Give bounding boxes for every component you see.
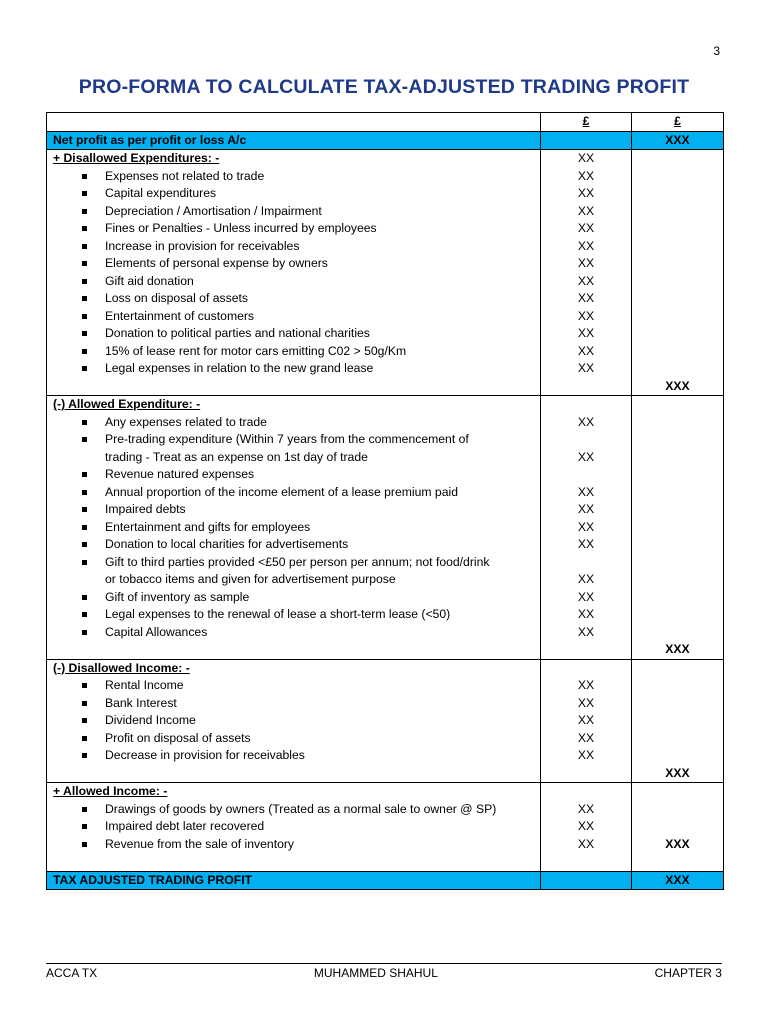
amount-cell: XX (541, 325, 632, 343)
list-item (47, 325, 724, 343)
amount-cell: XX (541, 836, 632, 854)
amount-cell: XX (541, 519, 632, 537)
list-item (47, 712, 724, 730)
item-text: Legal expenses in relation to the new grand lease (53, 360, 534, 376)
item-text: Depreciation / Amortisation / Impairment (53, 203, 534, 219)
item-text: Pre-trading expenditure (Within 7 years from the commencement of (53, 431, 534, 447)
list-item (47, 554, 724, 572)
amount-cell: XX (541, 255, 632, 273)
result-value: XXX (632, 871, 724, 890)
section-total: XXX (632, 836, 724, 854)
disallowed-income-heading: (-) Disallowed Income: - (53, 660, 190, 675)
amount-cell: XX (541, 712, 632, 730)
list-item (47, 536, 724, 554)
list-item (47, 484, 724, 502)
list-item (47, 360, 724, 378)
page-title: PRO-FORMA TO CALCULATE TAX-ADJUSTED TRADING PROFIT (78, 76, 690, 98)
section-total: XXX (632, 378, 724, 396)
allowed-expenditure-heading: (-) Allowed Expenditure: - (53, 397, 201, 411)
amount-cell: XX (541, 290, 632, 308)
amount-cell: XX (541, 484, 632, 502)
list-item (47, 730, 724, 748)
item-text: Expenses not related to trade (53, 168, 534, 184)
footer-course: ACCA TX (46, 966, 98, 980)
amount-cell: XX (541, 818, 632, 836)
amount-cell: XX (541, 449, 632, 467)
section-heading-row (47, 783, 724, 801)
amount-cell: XX (541, 220, 632, 238)
amount-cell: XX (541, 589, 632, 607)
list-item (47, 836, 724, 854)
currency-header-b: £ (632, 113, 724, 132)
item-text: Loss on disposal of assets (53, 290, 534, 306)
item-text: Dividend Income (53, 712, 534, 728)
item-text: Gift to third parties provided <£50 per person per annum; not food/drink (53, 554, 534, 570)
result-row (47, 871, 724, 890)
amount-cell: XX (541, 343, 632, 361)
list-item (47, 343, 724, 361)
section-total-row (47, 641, 724, 659)
item-text: Revenue from the sale of inventory (53, 836, 534, 852)
section-total-row (47, 765, 724, 783)
amount-cell: XX (541, 150, 632, 168)
spacer-row (47, 853, 724, 871)
list-item (47, 519, 724, 537)
amount-cell: XX (541, 801, 632, 819)
result-label: TAX ADJUSTED TRADING PROFIT (47, 871, 541, 890)
item-text: Annual proportion of the income element of a lease premium paid (53, 484, 534, 500)
amount-cell: XX (541, 730, 632, 748)
item-text: Rental Income (53, 677, 534, 693)
item-text: Donation to political parties and national charities (53, 325, 534, 341)
allowed-income-heading: + Allowed Income: - (53, 784, 168, 798)
list-item-continued (47, 449, 724, 467)
item-text: Entertainment and gifts for employees (53, 519, 534, 535)
list-item (47, 431, 724, 449)
list-item (47, 677, 724, 695)
footer-chapter: CHAPTER 3 (654, 966, 722, 980)
list-item (47, 695, 724, 713)
amount-cell: XX (541, 308, 632, 326)
list-item (47, 185, 724, 203)
item-text: Any expenses related to trade (53, 414, 534, 430)
list-item (47, 624, 724, 642)
amount-cell: XX (541, 677, 632, 695)
item-text: Elements of personal expense by owners (53, 255, 534, 271)
proforma-table (46, 112, 724, 890)
item-text: Fines or Penalties - Unless incurred by employees (53, 220, 534, 236)
amount-cell: XX (541, 185, 632, 203)
list-item (47, 747, 724, 765)
item-text: Impaired debts (53, 501, 534, 517)
disallowed-expenditures-heading: + Disallowed Expenditures: - (53, 151, 220, 165)
list-item (47, 255, 724, 273)
item-text: Impaired debt later recovered (53, 818, 534, 834)
item-text: Capital Allowances (53, 624, 534, 640)
list-item (47, 501, 724, 519)
item-text: Decrease in provision for receivables (53, 747, 534, 763)
list-item (47, 168, 724, 186)
footer-author: MUHAMMED SHAHUL (313, 966, 438, 980)
table-header-row (47, 113, 724, 132)
list-item (47, 818, 724, 836)
amount-cell: XX (541, 273, 632, 291)
amount-cell: XX (541, 536, 632, 554)
list-item (47, 801, 724, 819)
list-item (47, 414, 724, 432)
item-text: Revenue natured expenses (53, 466, 534, 482)
item-text: Donation to local charities for advertisements (53, 536, 534, 552)
net-profit-value: XXX (632, 131, 724, 150)
section-total: XXX (632, 765, 724, 783)
item-text: Profit on disposal of assets (53, 730, 534, 746)
list-item-continued (47, 571, 724, 589)
item-text: Bank Interest (53, 695, 534, 711)
item-text: Increase in provision for receivables (53, 238, 534, 254)
list-item (47, 238, 724, 256)
net-profit-label: Net profit as per profit or loss A/c (47, 131, 541, 150)
net-profit-row (47, 131, 724, 150)
list-item (47, 273, 724, 291)
section-heading-row (47, 659, 724, 677)
amount-cell: XX (541, 360, 632, 378)
list-item (47, 220, 724, 238)
list-item (47, 606, 724, 624)
page-footer (46, 963, 722, 980)
amount-cell: XX (541, 168, 632, 186)
item-text: or tobacco items and given for advertisement purpose (105, 572, 396, 586)
amount-cell: XX (541, 414, 632, 432)
item-text: Legal expenses to the renewal of lease a short-term lease (<50) (53, 606, 534, 622)
amount-cell: XX (541, 747, 632, 765)
amount-cell: XX (541, 695, 632, 713)
section-total-row (47, 378, 724, 396)
item-text: Entertainment of customers (53, 308, 534, 324)
item-text: 15% of lease rent for motor cars emitting C02 > 50g/Km (53, 343, 534, 359)
page-number: 3 (713, 44, 720, 58)
amount-cell: XX (541, 203, 632, 221)
amount-cell: XX (541, 501, 632, 519)
amount-cell: XX (541, 571, 632, 589)
list-item (47, 290, 724, 308)
currency-header-a: £ (541, 113, 632, 132)
item-text: Drawings of goods by owners (Treated as a normal sale to owner @ SP) (53, 801, 534, 817)
item-text: Gift aid donation (53, 273, 534, 289)
list-item (47, 466, 724, 484)
list-item (47, 589, 724, 607)
amount-cell: XX (541, 624, 632, 642)
list-item (47, 203, 724, 221)
section-heading-row (47, 150, 724, 168)
section-total: XXX (632, 641, 724, 659)
item-text: Capital expenditures (53, 185, 534, 201)
item-text: trading - Treat as an expense on 1st day of trade (105, 449, 368, 464)
amount-cell: XX (541, 238, 632, 256)
list-item (47, 308, 724, 326)
amount-cell: XX (541, 606, 632, 624)
section-heading-row (47, 396, 724, 414)
item-text: Gift of inventory as sample (53, 589, 534, 605)
